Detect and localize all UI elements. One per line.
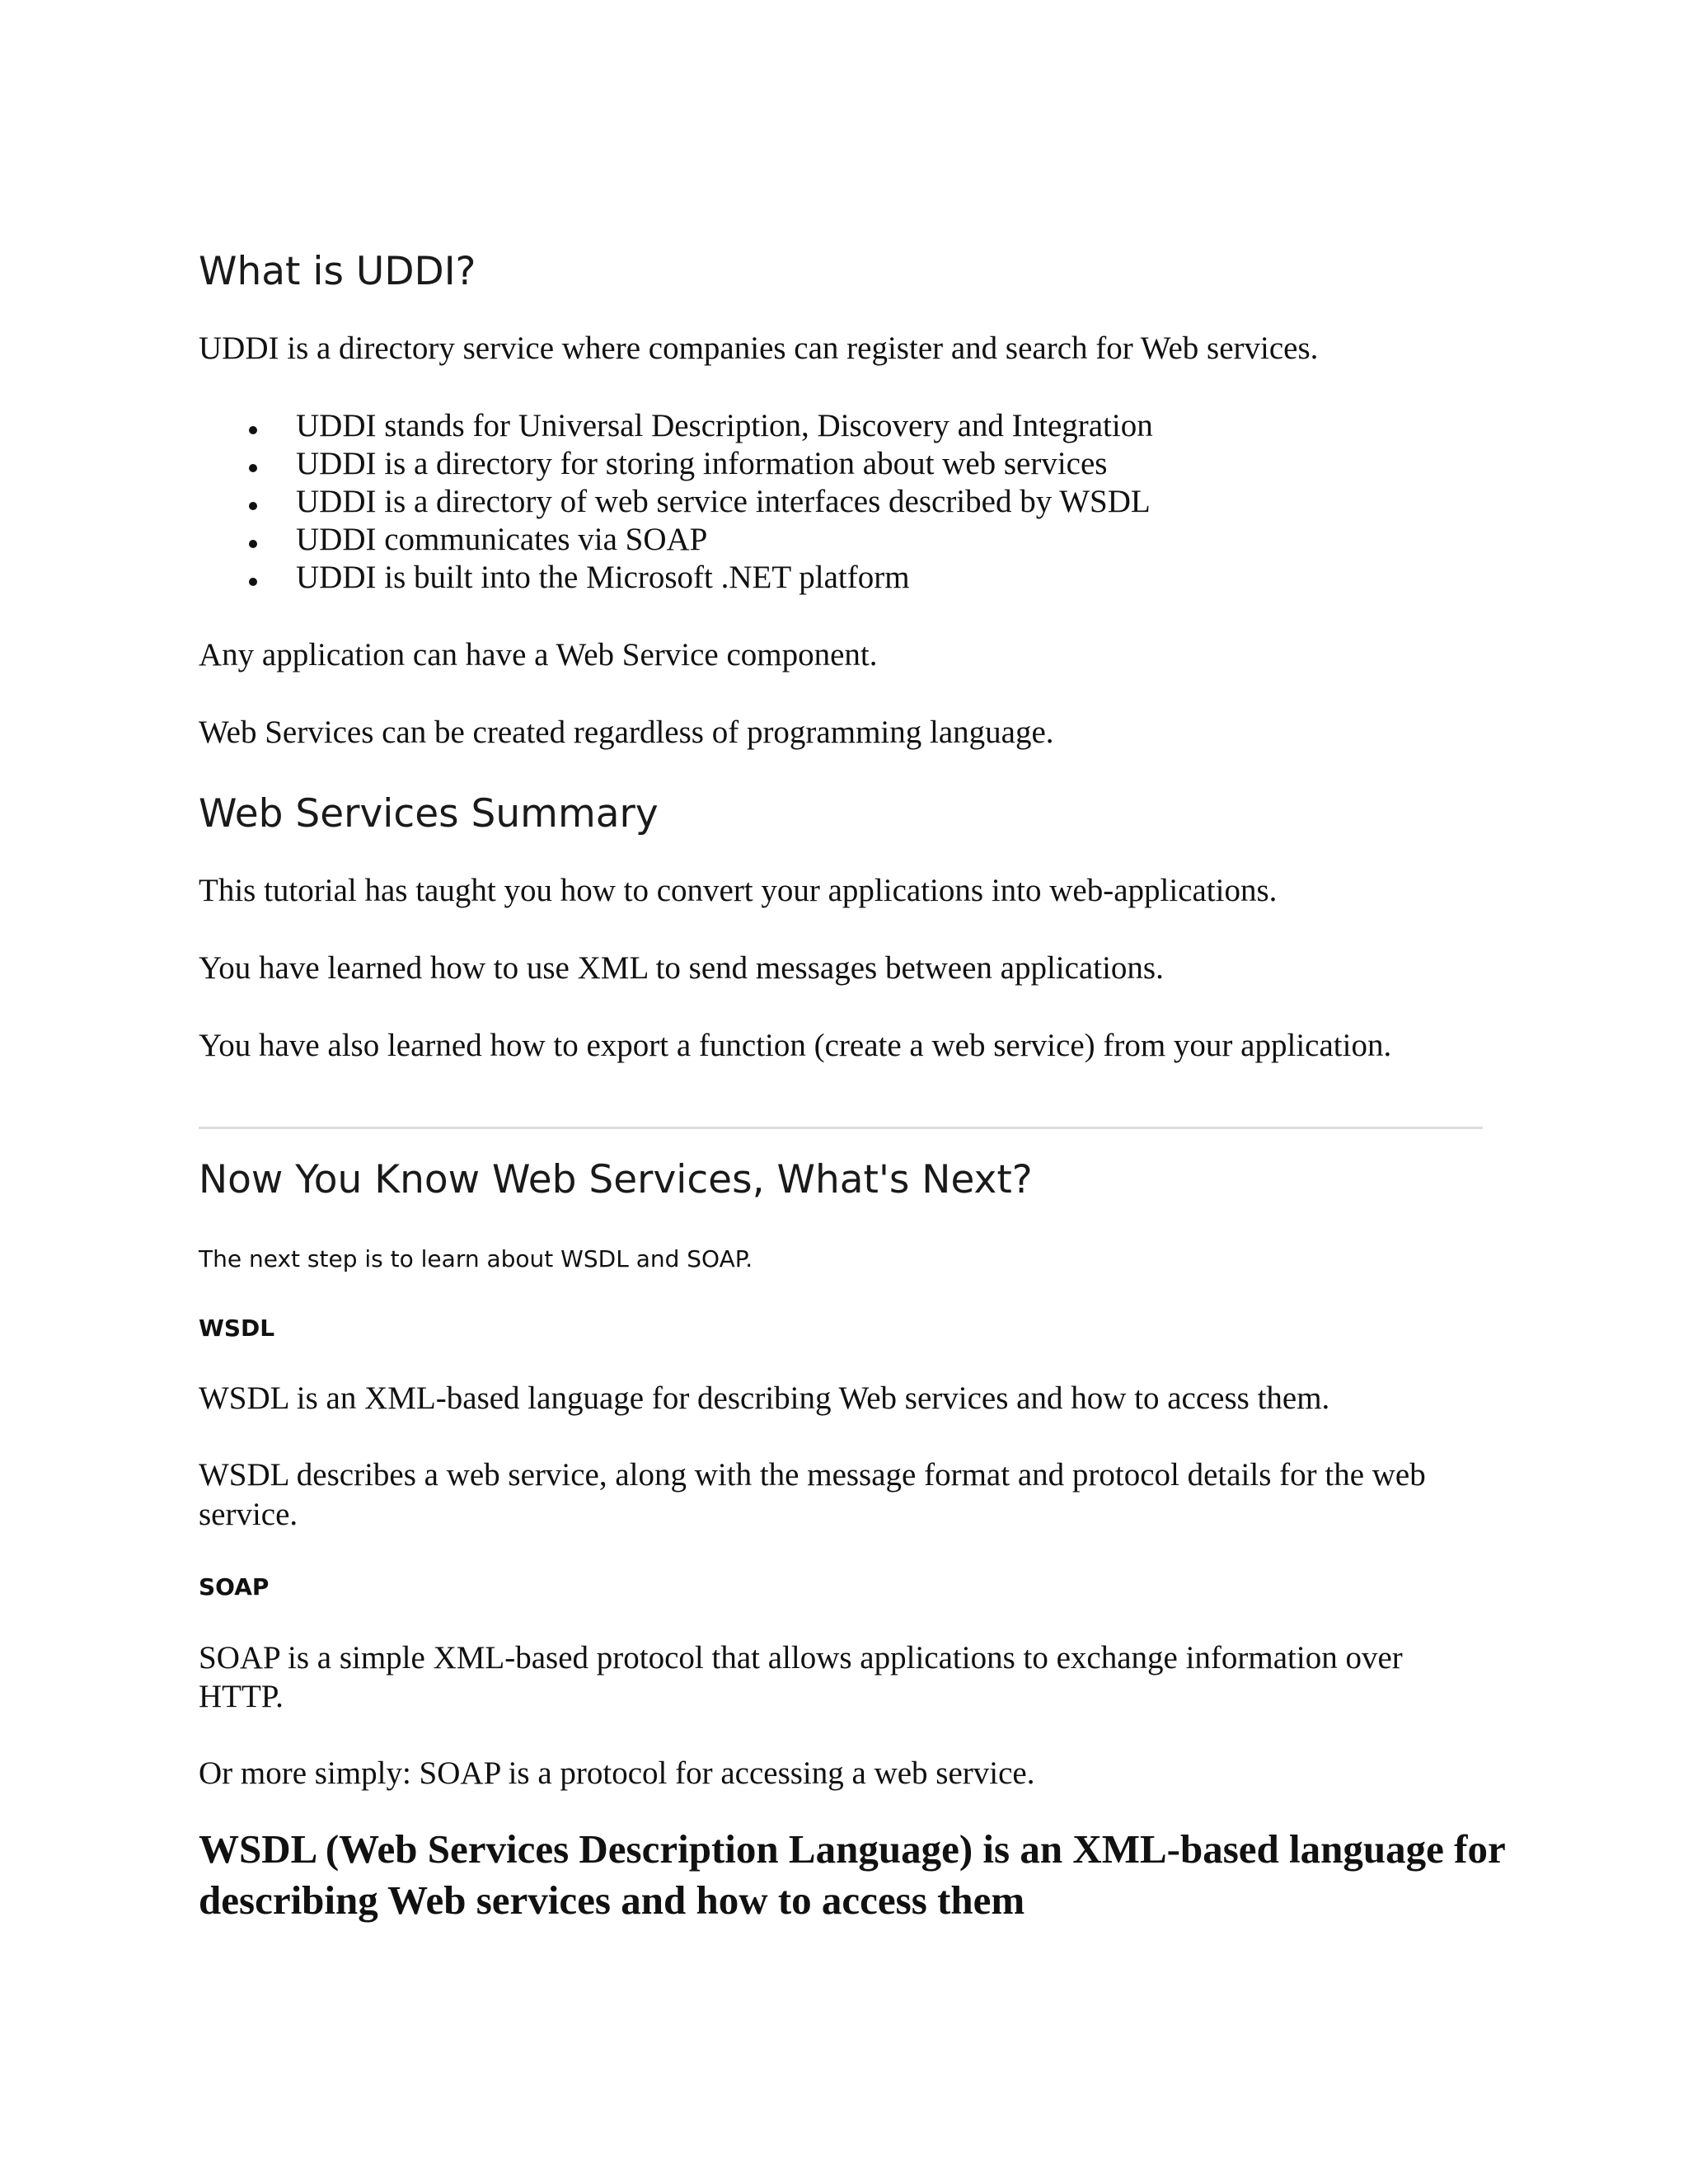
bullet-icon — [249, 578, 257, 586]
uddi-heading: What is UDDI? — [199, 249, 476, 294]
bullet-icon — [249, 426, 257, 434]
bullet-icon — [249, 464, 257, 472]
summary-heading: Web Services Summary — [199, 791, 659, 837]
summary-paragraph: This tutorial has taught you how to convert your applications into web-applications. — [199, 873, 1278, 908]
bullet-icon — [249, 540, 257, 548]
next-intro: The next step is to learn about WSDL and SOAP. — [199, 1245, 753, 1272]
list-item-text: UDDI stands for Universal Description, Discovery and Integration — [296, 408, 1153, 443]
wsdl-paragraph: WSDL describes a web service, along with the message format and protocol details for the web — [199, 1457, 1426, 1493]
summary-paragraph: You have also learned how to export a function (create a web service) from your application. — [199, 1028, 1392, 1063]
closing-heading-line: describing Web services and how to access them — [199, 1877, 1025, 1923]
next-heading: Now You Know Web Services, What's Next? — [199, 1157, 1033, 1202]
uddi-intro: UDDI is a directory service where companies can register and search for Web services. — [199, 330, 1319, 366]
closing-heading-line: WSDL (Web Services Description Language) is an XML-based language for — [199, 1826, 1506, 1872]
list-item-text: UDDI communicates via SOAP — [296, 522, 708, 557]
soap-paragraph: SOAP is a simple XML-based protocol that allows applications to exchange information over — [199, 1640, 1403, 1675]
list-item-text: UDDI is a directory of web service interfaces described by WSDL — [296, 484, 1151, 519]
list-item-text: UDDI is built into the Microsoft .NET platform — [296, 560, 910, 595]
wsdl-paragraph: WSDL is an XML-based language for describing Web services and how to access them. — [199, 1380, 1330, 1416]
wsdl-label: WSDL — [199, 1315, 275, 1342]
uddi-paragraph: Any application can have a Web Service component. — [199, 637, 878, 673]
horizontal-divider — [199, 1127, 1483, 1129]
soap-paragraph-continued: HTTP. — [199, 1679, 284, 1714]
soap-label: SOAP — [199, 1573, 270, 1601]
wsdl-paragraph-continued: service. — [199, 1497, 298, 1532]
bullet-icon — [249, 502, 257, 510]
uddi-paragraph: Web Services can be created regardless of programming language. — [199, 715, 1054, 750]
list-item-text: UDDI is a directory for storing information about web services — [296, 446, 1108, 481]
summary-paragraph: You have learned how to use XML to send messages between applications. — [199, 950, 1164, 986]
soap-paragraph: Or more simply: SOAP is a protocol for accessing a web service. — [199, 1755, 1035, 1791]
